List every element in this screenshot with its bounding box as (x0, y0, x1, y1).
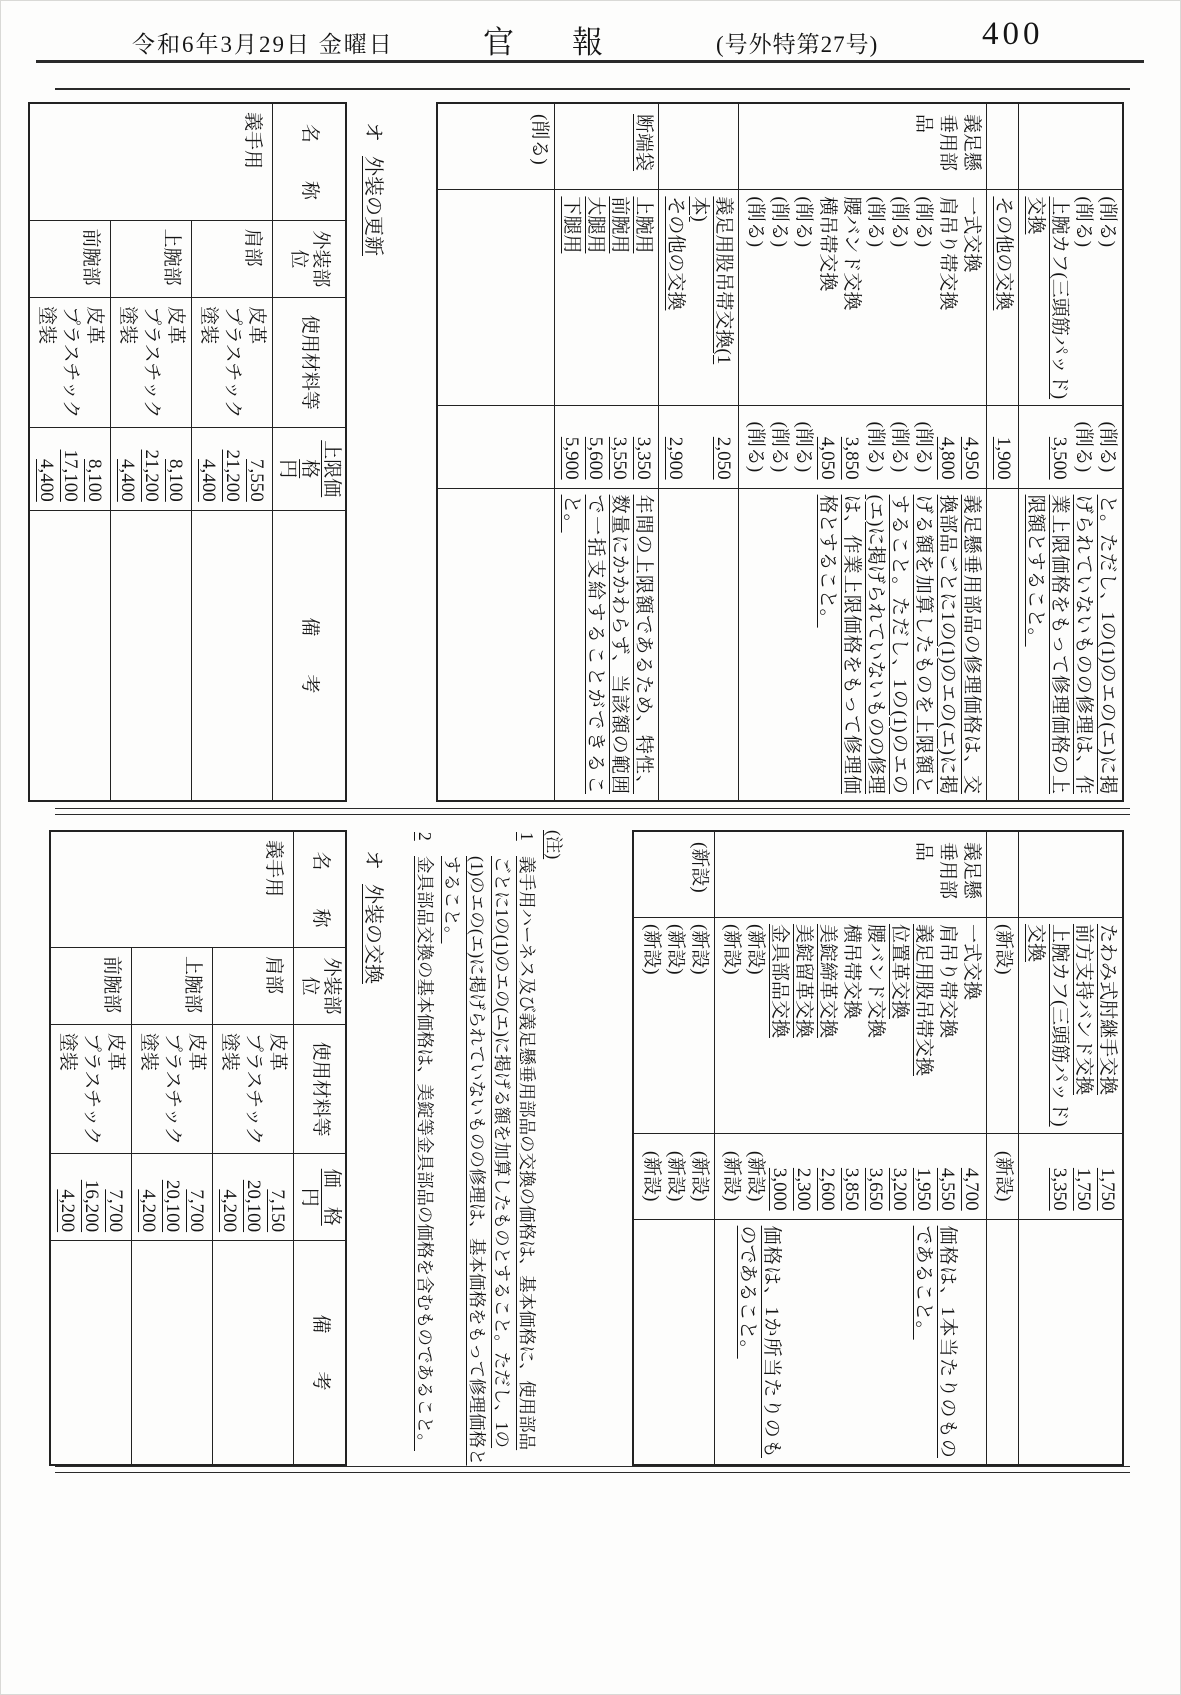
exchange-small-table (50, 830, 348, 1466)
remark-text: 価格は、1本当たりのものであること。 (913, 1225, 959, 1458)
material-line: 皮革 (267, 1032, 289, 1071)
price-line: 4,200 (57, 1189, 79, 1233)
note-cell (132, 1241, 213, 1465)
price-line: 20,100 (162, 1179, 184, 1233)
table-row (659, 103, 739, 801)
price-line: 7,150 (267, 1189, 289, 1233)
price-line: 4,800 (937, 436, 959, 480)
header-row (273, 103, 347, 801)
material-line: プラスチック (81, 1032, 103, 1146)
price-line: (新設) (745, 1150, 767, 1202)
price-cell (437, 406, 555, 489)
material-line: プラスチック (60, 306, 81, 419)
col-header-note: 備 考 (294, 1241, 346, 1465)
remark-cell (633, 1219, 715, 1465)
gazette-title: 官報 (483, 25, 661, 60)
price-line: (新設) (721, 1150, 743, 1202)
remark-text: 年間の上限額であるため、特性、数量にかかわらず、当該額の範囲で一括支給することができること。 (561, 494, 655, 794)
name-line: 肩吊り帯交換 (937, 923, 959, 1038)
name-line: 前腕用 (609, 196, 631, 254)
price-line: (削る) (745, 421, 767, 473)
material-line: 皮革 (84, 306, 105, 345)
name-line: 腰バンド交換 (841, 196, 863, 311)
table-row (1019, 103, 1123, 801)
exchange-main-table (632, 830, 1124, 1466)
name-cell (659, 190, 739, 406)
col-header-material: 使用材料等 (294, 1024, 346, 1153)
name-line: (削る) (745, 196, 767, 248)
name-line: 美錠締革交換 (817, 923, 839, 1038)
rotated-body (36, 60, 1130, 1500)
material-cell (132, 1024, 213, 1153)
name-line: (新設) (641, 923, 663, 975)
price-cell (715, 1133, 987, 1219)
price-line: 20,100 (243, 1179, 265, 1233)
price-unit: 円 (298, 1187, 320, 1207)
heading-gaiso-koshin (361, 122, 390, 802)
part-cell: 肩部 (192, 220, 273, 297)
table-row (192, 103, 273, 801)
price-line: 7,700 (186, 1189, 208, 1233)
name-line: 金具部品交換 (769, 923, 791, 1038)
name-line: 義足用股吊帯交換(1 (713, 196, 735, 365)
col-header-part: 外装部位 (273, 220, 347, 297)
name-cell (633, 917, 715, 1133)
item-label: (新設) (689, 842, 711, 893)
price-cell (132, 1154, 213, 1241)
name-line: 肩吊り帯交換 (937, 196, 959, 311)
material-line: プラスチック (243, 1032, 265, 1146)
price-line: 5,600 (585, 436, 607, 480)
item-label-cell (437, 103, 555, 190)
price-line: 1,750 (1073, 1167, 1094, 1211)
material-line: 塗装 (57, 1032, 79, 1071)
price-line: 1,950 (913, 1167, 935, 1211)
name-line: (新設) (993, 923, 1015, 975)
price-line: 21,200 (222, 449, 243, 502)
remark-text: 価格は、1か所当たりのものであること。 (737, 1225, 783, 1458)
part-cell: 前腕部 (29, 220, 111, 297)
name-line: 上腕用 (633, 196, 655, 254)
col-header-name: 名 称 (294, 831, 346, 948)
item-label-cell (1019, 831, 1123, 917)
price-line: 8,100 (165, 459, 186, 502)
material-line: 塗装 (36, 306, 57, 345)
item-label-cell (987, 103, 1019, 190)
price-line: (新設) (641, 1150, 663, 1202)
price-line: 4,200 (219, 1189, 241, 1233)
price-line: 4,950 (961, 436, 983, 480)
material-line: プラスチック (222, 306, 243, 419)
price-line: 4,050 (817, 436, 839, 480)
price-line: 2,900 (665, 436, 687, 480)
note-number: 2 (415, 832, 435, 841)
price-cell (51, 1154, 133, 1241)
note-cell (29, 510, 111, 801)
section-exchange (50, 830, 1131, 1466)
name-line: 交換 (1025, 196, 1046, 235)
material-line: 皮革 (105, 1032, 127, 1071)
note-item (439, 830, 539, 1466)
price-cell (555, 406, 659, 489)
col-header-note: 備 考 (273, 510, 347, 801)
part-cell: 肩部 (213, 948, 294, 1025)
table-row (739, 103, 987, 801)
price-line: (削る) (889, 421, 911, 473)
material-line: 塗装 (117, 306, 138, 345)
name-cell (437, 190, 555, 406)
name-line: 横吊帯交換 (817, 196, 839, 292)
name-cell (987, 190, 1019, 406)
name-cell (987, 917, 1019, 1133)
material-cell (111, 298, 192, 427)
price-cell (659, 406, 739, 489)
col-header-price: 上限価格 円 (273, 427, 347, 510)
name-line: 一式交換 (961, 923, 983, 1000)
item-label: 断端袋 (633, 114, 655, 172)
price-cell (987, 406, 1019, 489)
material-line: プラスチック (141, 306, 162, 419)
price-line (688, 412, 712, 482)
price-line: 3,200 (889, 1167, 911, 1211)
material-line: 皮革 (186, 1032, 208, 1071)
price-unit: 円 (277, 459, 298, 479)
note-text: 義手用ハーネス及び義足懸垂用部品の交換の価格は、基本価格に、使用部品ごとに1の(1)のエの(エ)に掲げる額を加算したものとすること。ただし、1の(1)のエの(エ)に掲げられていないものの修理は、基本価格をもって修理価格とすること。 (442, 856, 537, 1466)
name-line: 上腕カフ(三頭筋パッド) (1049, 923, 1070, 1127)
item-label: 義足懸垂用部品 (913, 114, 983, 172)
gazette-date: 令和6年3月29日 金曜日 (132, 32, 394, 57)
material-line: プラスチック (162, 1032, 184, 1146)
name-line: (新設) (689, 923, 711, 975)
price-cell (29, 427, 111, 510)
price-line: 2,600 (817, 1167, 839, 1211)
name-line: たわみ式肘継手交換 (1097, 923, 1118, 1095)
note-marker: (注) (544, 830, 564, 860)
remark-cell (437, 488, 555, 801)
price-cell (111, 427, 192, 510)
part-cell: 前腕部 (51, 948, 133, 1025)
remark-cell (1019, 488, 1123, 801)
price-line: 1,900 (993, 436, 1015, 480)
material-cell (51, 1024, 133, 1153)
table-row (437, 103, 555, 801)
name-line: (新設) (745, 923, 767, 975)
price-line: 3,000 (769, 1167, 791, 1211)
price-line: 3,850 (841, 1167, 863, 1211)
col-header-name: 名 称 (273, 103, 347, 220)
price-line: 1,750 (1097, 1167, 1118, 1211)
price-line: (新設) (665, 1150, 687, 1202)
item-label-cell (1019, 103, 1123, 190)
price-cell (213, 1154, 294, 1241)
price-line: 21,200 (141, 449, 162, 502)
name-line: 上腕カフ(三頭筋パッド) (1049, 196, 1070, 400)
note-item (412, 830, 437, 1466)
price-line: 5,900 (561, 436, 583, 480)
name-line: 横吊帯交換 (841, 923, 863, 1019)
table-row (987, 831, 1019, 1465)
price-cell (633, 1133, 715, 1219)
table-row (1019, 831, 1123, 1465)
remark-text: と。ただし、1の(1)のエの(エ)に掲げられていないものの修理は、作業上限価格をもって修理価格の上限額とすること。 (1025, 494, 1118, 794)
section-separator-rule (55, 808, 1130, 815)
col-header-part: 外装部位 (294, 948, 346, 1025)
name-line: 腰バンド交換 (865, 923, 887, 1038)
group-label-cell: 義手用 (29, 103, 273, 220)
price-line: 4,400 (117, 459, 138, 502)
name-line: 本) (689, 196, 711, 222)
price-line: 3,350 (1049, 1167, 1070, 1211)
name-line: 大腿用 (585, 196, 607, 254)
material-line: 皮革 (246, 306, 267, 345)
price-line: 7,550 (246, 459, 267, 502)
price-line: 8,100 (84, 459, 105, 502)
remark-cell (715, 1219, 987, 1465)
price-cell (1019, 406, 1123, 489)
heading-text: 外装の更新 (362, 156, 384, 256)
price-line: 3,650 (865, 1167, 887, 1211)
material-cell (192, 298, 273, 427)
name-line: (新設) (721, 923, 743, 975)
name-line: (削る) (865, 196, 887, 248)
issue-number: (号外特第27号) (716, 32, 879, 57)
price-line: 4,200 (138, 1189, 160, 1233)
note-cell (213, 1241, 294, 1465)
material-cell (213, 1024, 294, 1153)
heading-gaiso-kokan (361, 850, 390, 1466)
remark-cell (739, 488, 987, 801)
material-cell (29, 298, 111, 427)
heading-text: 外装の交換 (362, 884, 384, 984)
update-main-table (436, 102, 1124, 802)
name-line: その他の交換 (665, 196, 687, 311)
group-label-cell: 義手用 (51, 831, 295, 948)
remark-cell (555, 488, 659, 801)
update-small-table (28, 102, 347, 802)
note-cell (111, 510, 192, 801)
item-label-cell (715, 831, 987, 917)
price-line: 3,550 (609, 436, 631, 480)
heading-marker: オ (362, 850, 384, 870)
page-number: 400 (982, 16, 1044, 52)
header-row (294, 831, 346, 1465)
price-line: 7,700 (105, 1189, 127, 1233)
price-line: (削る) (865, 421, 887, 473)
remark-cell (659, 488, 739, 801)
price-line: (削る) (1073, 421, 1094, 473)
price-line: 2,050 (713, 436, 735, 480)
note-text: 金具部品交換の基本価格は、美錠等金具部品の価格を含むものであること。 (415, 856, 435, 1451)
name-line: 位置革交換 (889, 923, 911, 1019)
name-line: (削る) (769, 196, 791, 248)
content-top-rule (55, 88, 1130, 90)
material-line: 塗装 (219, 1032, 241, 1071)
table-row (715, 831, 987, 1465)
name-line: その他の交換 (993, 196, 1015, 311)
item-label: 義足懸垂用部品 (913, 842, 983, 900)
part-cell: 上腕部 (132, 948, 213, 1025)
name-line: (削る) (889, 196, 911, 248)
name-cell (715, 917, 987, 1133)
name-line: 美錠留革交換 (793, 923, 815, 1038)
name-cell (1019, 190, 1123, 406)
price-line: (削る) (793, 421, 815, 473)
name-line: (新設) (665, 923, 687, 975)
note-cell (192, 510, 273, 801)
item-label-cell (555, 103, 659, 190)
price-cell (739, 406, 987, 489)
price-line: 3,850 (841, 436, 863, 480)
name-cell (739, 190, 987, 406)
material-line: 塗装 (198, 306, 219, 345)
name-line: 前方支持バンド交換 (1073, 923, 1094, 1095)
note-cell (51, 1241, 133, 1465)
price-line: 3,500 (1049, 436, 1070, 480)
table-row (555, 103, 659, 801)
content-bottom-rule (55, 1466, 1130, 1473)
name-line: (削る) (1097, 196, 1118, 248)
price-cell (1019, 1133, 1123, 1219)
price-cell (987, 1133, 1019, 1219)
price-line: 2,300 (793, 1167, 815, 1211)
remark-cell (987, 488, 1019, 801)
part-cell: 上腕部 (111, 220, 192, 297)
material-line: 皮革 (165, 306, 186, 345)
name-line: (削る) (1073, 196, 1094, 248)
price-line: 4,700 (961, 1167, 983, 1211)
notes-block (412, 830, 566, 1466)
material-line: 塗装 (138, 1032, 160, 1071)
price-line: (削る) (769, 421, 791, 473)
table-row (987, 103, 1019, 801)
price-line: 4,550 (937, 1167, 959, 1211)
item-label-cell (633, 831, 715, 917)
remark-cell (1019, 1219, 1123, 1465)
name-line: (削る) (793, 196, 815, 248)
price-line: 16,200 (81, 1179, 103, 1233)
price-line: 17,100 (60, 449, 81, 502)
table-row (213, 831, 294, 1465)
name-cell (555, 190, 659, 406)
price-line: 4,400 (198, 459, 219, 502)
item-label-cell (739, 103, 987, 190)
remark-text: 義足懸垂用部品の修理価格は、交換部品ごとに1の(1)のエの(エ)に掲げる額を加算したものを上限額とすること。ただし、1の(1)のエの(エ)に掲げられていないものの修理は、作業上限価格をもって修理価格とすること。 (817, 494, 983, 794)
name-line: (削る) (913, 196, 935, 248)
price-line: (新設) (689, 1150, 711, 1202)
item-label-cell (659, 103, 739, 190)
name-cell (1019, 917, 1123, 1133)
price-line: 3,350 (633, 436, 655, 480)
name-line: 一式交換 (961, 196, 983, 273)
item-label-cell (987, 831, 1019, 917)
section-update (28, 102, 1130, 802)
price-line: (削る) (1097, 421, 1118, 473)
heading-marker: オ (362, 122, 384, 142)
remark-cell (987, 1219, 1019, 1465)
col-header-price: 価 格 円 (294, 1154, 346, 1241)
price-cell (192, 427, 273, 510)
col-header-material: 使用材料等 (273, 298, 347, 427)
note-number: 1 (517, 832, 537, 841)
name-line: 義足用股吊帯交換 (913, 923, 935, 1076)
name-line: 交換 (1025, 923, 1046, 962)
price-line: 4,400 (36, 459, 57, 502)
item-label: (削る) (529, 114, 551, 165)
price-line: (新設) (993, 1150, 1015, 1202)
name-line: 下腿用 (561, 196, 583, 254)
price-line: (削る) (913, 421, 935, 473)
table-row (633, 831, 715, 1465)
